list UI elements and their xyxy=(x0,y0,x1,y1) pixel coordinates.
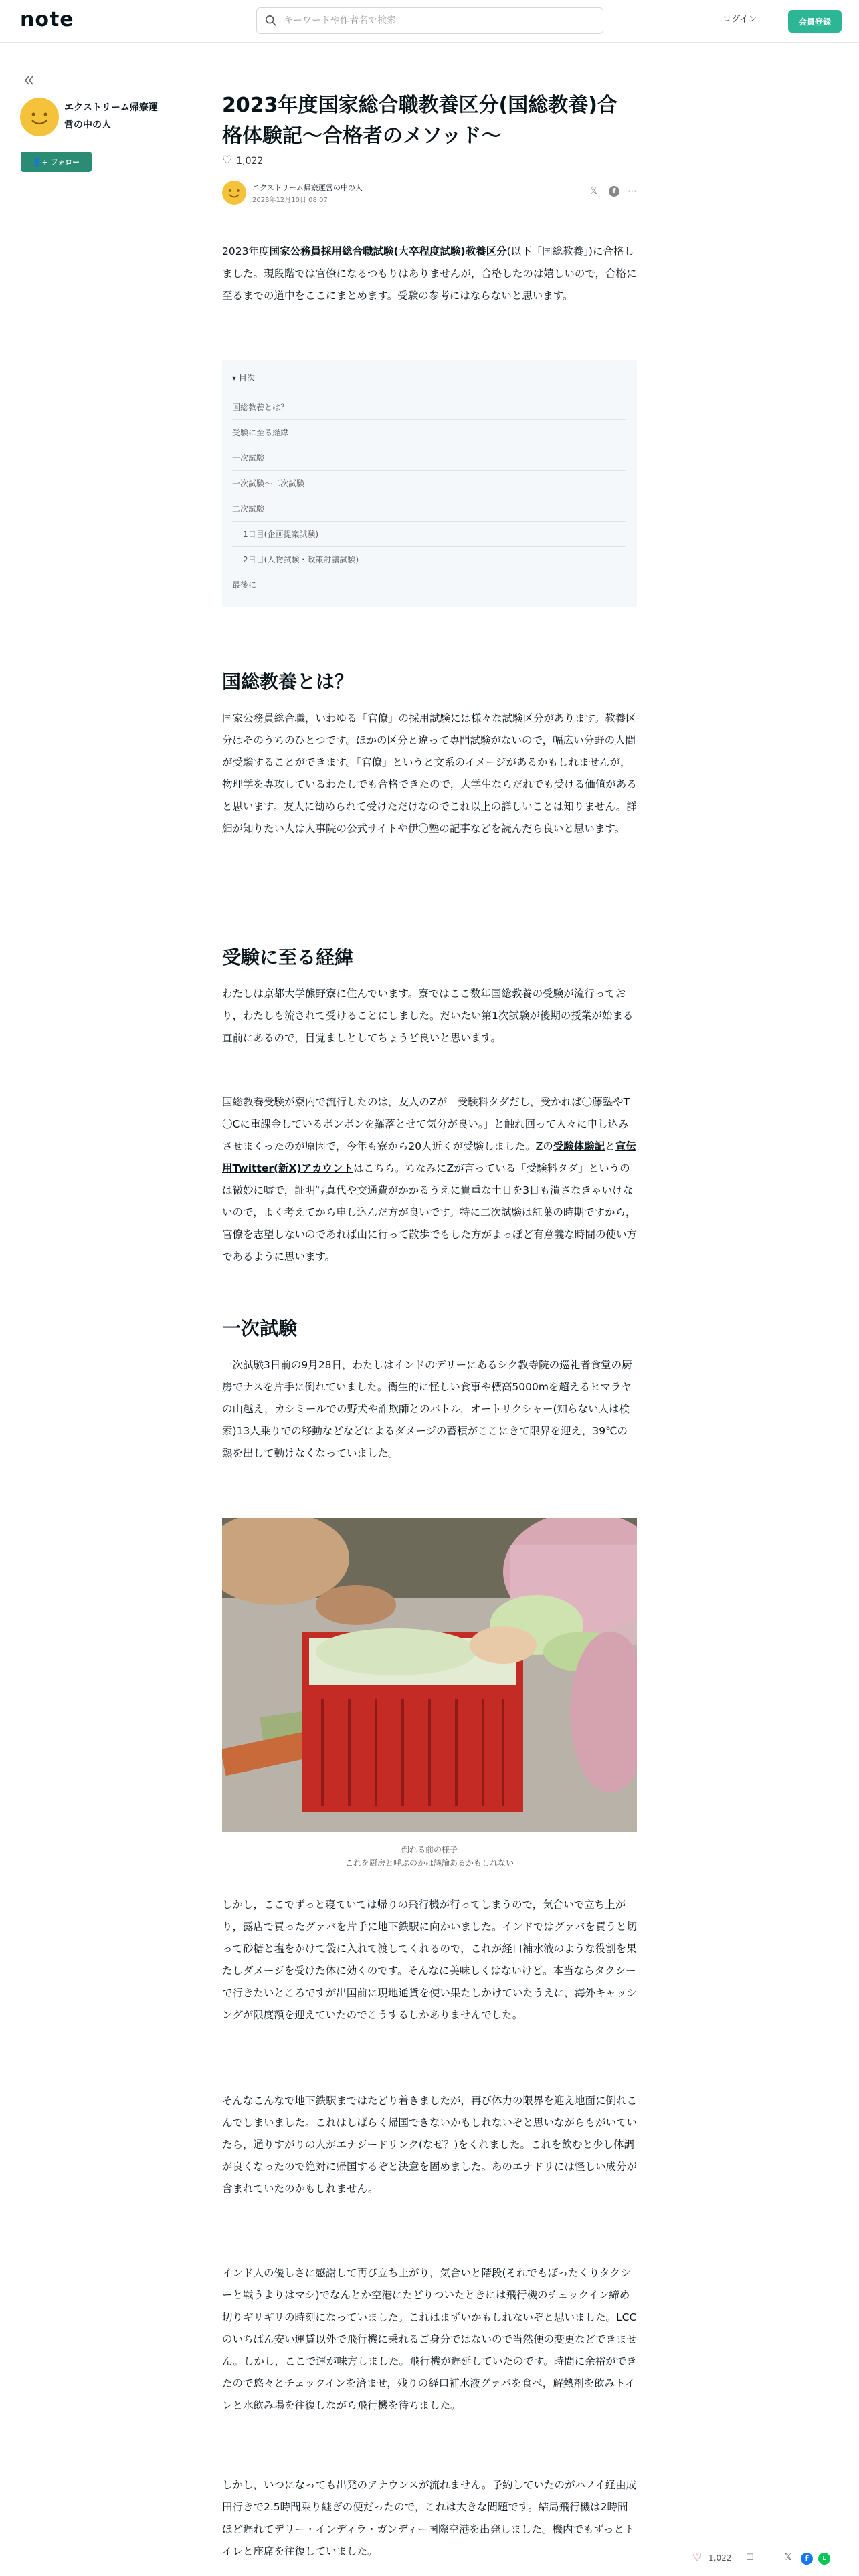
toc-item[interactable]: 1日目(企画提案試験) xyxy=(232,522,626,547)
link-experience-report[interactable]: 受験体験記 xyxy=(553,1140,605,1152)
floating-action-bar xyxy=(692,2548,853,2571)
paragraph: そんなこんなで地下鉄駅まではたどり着きましたが，再び体力の限界を迎え地面に倒れこんでしまいました。これはしばらく帰国できないかもしれないぞと思いながらもがいていたら，通りすがりの人がエナジードリンク(なぜ？)をくれました。これを飲むと少し体調が良くなったので絶対に帰国するぞと決意を固めました。あのエナドリには怪しい成分が含まれていたのかもしれません。 xyxy=(222,2095,638,2195)
heart-icon[interactable]: ♡ xyxy=(692,2551,702,2563)
collapse-sidebar-icon[interactable] xyxy=(23,74,36,87)
link-twitter-account[interactable]: 宣伝用Twitter(新X)アカウント xyxy=(222,1140,636,1174)
facebook-share-icon[interactable]: f xyxy=(609,186,619,197)
toc-toggle[interactable]: ▾ 目次 xyxy=(232,373,255,383)
bookmark-icon[interactable]: ☐ xyxy=(746,2553,754,2563)
like-count[interactable] xyxy=(222,154,263,167)
search-input[interactable] xyxy=(284,12,591,29)
smiley-icon xyxy=(20,98,59,136)
article-title: 2023年度国家総合職教養区分(国総教養)合格体験記〜合格者のメソッド〜 xyxy=(222,94,617,148)
photo-caption: 倒れる前の様子 これを厨房と呼ぶのかは議論あるかもしれない xyxy=(345,1845,514,1868)
toc-item[interactable]: 2日目(人物試験・政策討議試験) xyxy=(232,547,626,572)
author-avatar[interactable] xyxy=(222,181,246,205)
note-logo[interactable]: note xyxy=(20,8,74,31)
paragraph: 一次試験3日前の9月28日，わたしはインドのデリーにあるシク教寺院の巡礼者食堂の厨房でナスを片手に倒れていました。衛生的に怪しい食事や標高5000mを超えるヒマラヤの山越え，カシミールでの野犬や詐欺師とのバトル，オートリクシャー(知らない人は検索)13人乗りでの移動などなどによるダメージの蓄積がここにきて限界を迎え，39℃の熱を出して動けなくなっていました。 xyxy=(222,1359,632,1459)
kitchen-photo xyxy=(222,1518,637,1832)
paragraph: インド人の優しさに感謝して再び立ち上がり，気合いと階段(それでもぼったくりタクシーと戦うよりはマシ)でなんとか空港にたどりついたときには飛行機のチェックイン締め切りギリギリの時刻になっていました。これはまずいかもしれないぞと思いました。LCCのいちばん安い運賃以外で飛行機に乗れるご身分ではないので当然便の変更などできません。しかし，ここで運が味方しました。飛行機が遅延していたのです。時間に余裕ができたので悠々とチェックインを済ませ，残りの経口補水液グァバを食べ，解熱剤を飲みトイレと水飲み場を往復しながら飛行機を待ちました。 xyxy=(222,2267,638,2411)
login-button[interactable]: ログイン xyxy=(723,12,757,25)
intro-paragraph: 2023年度国家公務員採用総合職試験(大卒程度試験)教養区分(以下「国総教養」)に合格しました。現段階では官僚になるつもりはありませんが，合格したのは嬉しいので，合格に至るまでの道中をここにまとめます。受験の参考にはならないと思います。 xyxy=(222,245,637,302)
site-header xyxy=(0,0,859,43)
facebook-share-icon[interactable]: f xyxy=(801,2553,813,2565)
paragraph: わたしは京都大学熊野寮に住んでいます。寮ではここ数年国総教養の受験が流行っており，わたしも流されて受けることにしました。だいたい第1次試験が後期の授業が始まる直前にあるので，目覚ましとしてちょうど良いと思います。 xyxy=(222,988,634,1044)
toc-item[interactable]: 受験に至る経緯 xyxy=(232,420,626,445)
creator-name[interactable]: エクストリーム帰寮運営の中の人 xyxy=(64,102,158,130)
section-heading: 一次試験 xyxy=(222,1317,298,1339)
x-share-icon[interactable]: 𝕏 xyxy=(590,186,598,197)
floating-like-count: 1,022 xyxy=(708,2553,732,2563)
toc-item[interactable]: 一次試験 xyxy=(232,445,626,471)
line-share-icon[interactable]: L xyxy=(818,2553,830,2565)
follow-label: フォロー xyxy=(50,158,80,167)
signup-button[interactable]: 会員登録 xyxy=(788,10,842,33)
toc-item[interactable]: 二次試験 xyxy=(232,496,626,522)
like-count-value: 1,022 xyxy=(236,156,264,167)
share-buttons xyxy=(570,186,637,199)
heart-icon[interactable]: ♡ xyxy=(222,154,233,167)
paragraph: 国総教養受験が寮内で流行したのは，友人のZが「受験料タダだし，受かれば〇藤塾やT〇Cに重課金しているボンボンを羅落とせて気分が良い。」と触れ回って人々に申し込みさせまくったのが原因で，今年も寮から20人近くが受験しました。Zの受験体験記と宣伝用Twitter(新X)アカウントはこちら。ちなみにZが言っている「受験料タダ」というのは微妙に嘘で，証明写真代や交通費がかかるうえに貴重な土日を3日も潰さなきゃいけないので，よく考えてから申し込んだ方が良いです。特に二次試験は紅葉の時期ですから，官僚を志望しないのであれば山に行って散歩でもした方がよっぽど有意義な時間の使い方であるように思います。 xyxy=(222,1096,638,1263)
triangle-down-icon: ▾ xyxy=(232,373,237,383)
creator-avatar[interactable] xyxy=(20,98,59,136)
search-box[interactable] xyxy=(256,7,603,34)
toc-list xyxy=(232,395,626,598)
follow-button[interactable] xyxy=(21,152,92,172)
person-plus-icon: 👤+ xyxy=(32,158,48,167)
paragraph: しかし，いつになっても出発のアナウンスが流れません。予約していたのがハノイ経由成田行きで2.5時間乗り継ぎの便だったので，これは大きな問題です。結局飛行機は2時間ほど遅れてデリー・インディラ・ガンディー国際空港を出発しました。機内でもずっとトイレと座席を往復していました。 xyxy=(222,2479,637,2557)
more-share-icon[interactable]: ⋯ xyxy=(628,186,637,197)
section-heading: 受験に至る経緯 xyxy=(222,946,354,968)
paragraph: しかし，ここでずっと寝ていては帰りの飛行機が行ってしまうので，気合いで立ち上がり，露店で買ったグァバを片手に地下鉄駅に向かいました。インドではグァバを買うと切って砂糖と塩をかけて袋に入れて渡してくれるので，これが経口補水液のような役割を果たしダメージを受けた体に効くのです。そんなに美味しくはないけど。本当ならタクシーで行きたいところですが出国前に現地通貨を使い果たしかけていたうえに，海外キャッシングが限度額を迎えていたのでこうするしかありませんでした。 xyxy=(222,1899,638,2021)
search-icon xyxy=(265,15,277,27)
table-of-contents xyxy=(222,360,637,607)
section-heading: 国総教養とは？ xyxy=(222,671,354,693)
author-name[interactable]: エクストリーム帰寮運営の中の人 xyxy=(252,183,363,192)
smiley-icon xyxy=(222,181,246,205)
x-share-icon[interactable]: 𝕏 xyxy=(785,2553,792,2563)
publish-date: 2023年12月10日 08:07 xyxy=(252,197,328,204)
toc-item[interactable]: 最後に xyxy=(232,580,257,590)
toc-item[interactable]: 国総教養とは？ xyxy=(232,395,626,420)
toc-item[interactable]: 一次試験〜二次試験 xyxy=(232,471,626,496)
paragraph: 国家公務員総合職，いわゆる「官僚」の採用試験には様々な試験区分があります。教養区分はそのうちのひとつです。ほかの区分と違って専門試験がないので，幅広い分野の人間が受験することができます。「官僚」というと文系のイメージがあるかもしれませんが，物理学を専攻しているわたしでも合格できたので，大学生ならだれでも受ける価値があると思います。友人に勧められて受けただけなのでこれ以上の詳しいことは知りません。詳細が知りたい人は人事院の公式サイトや伊〇塾の記事などを読んだら良いと思います。 xyxy=(222,712,637,835)
